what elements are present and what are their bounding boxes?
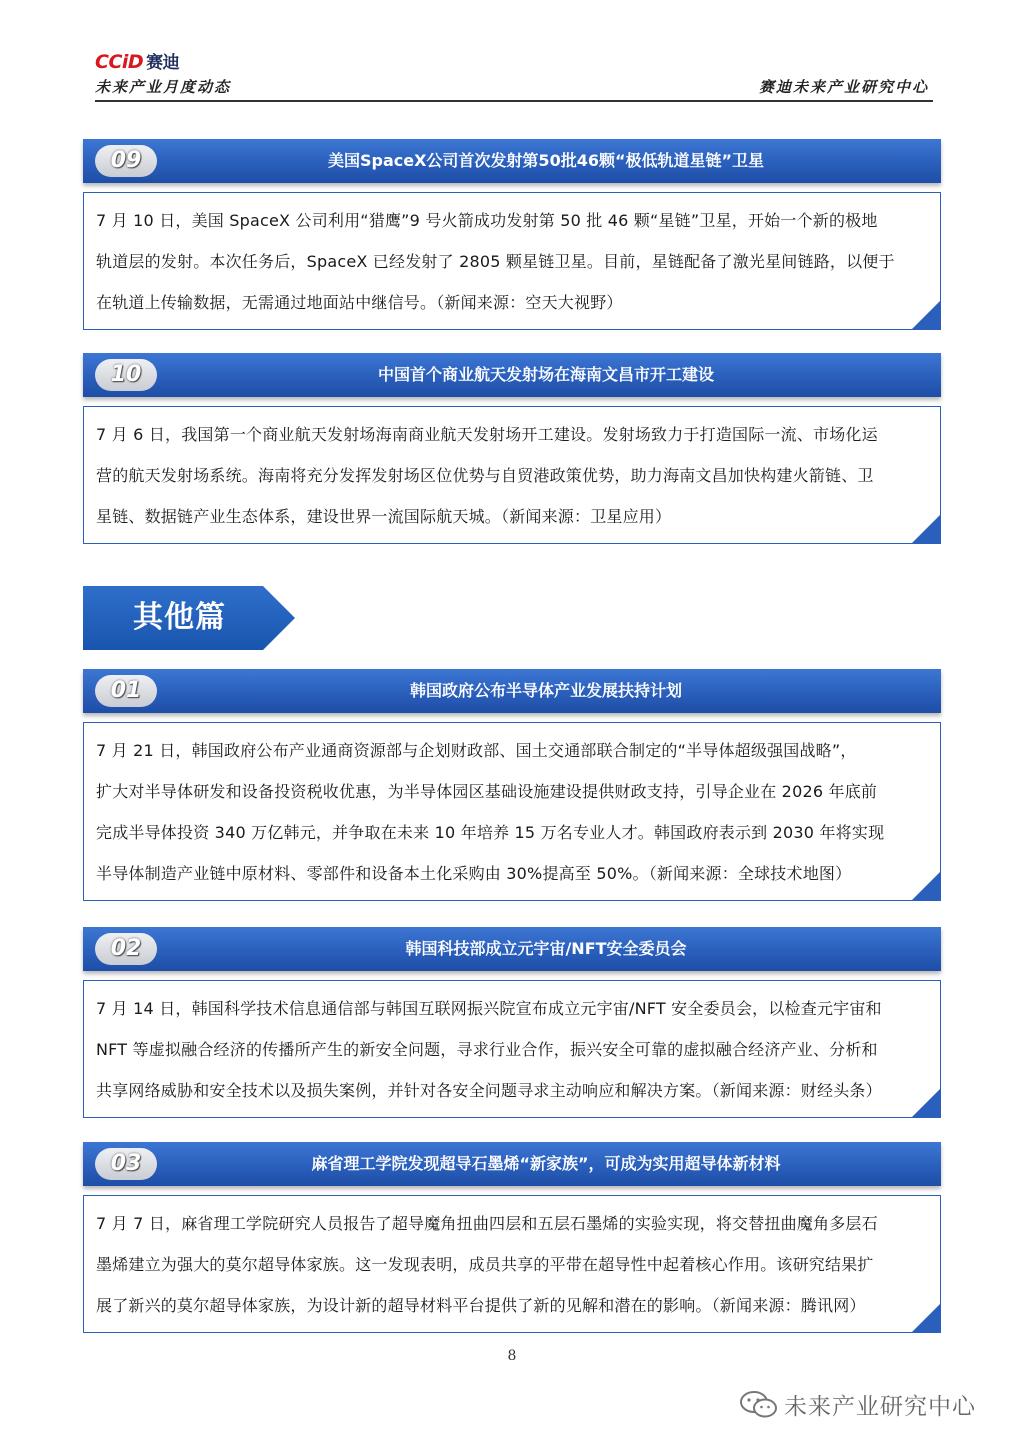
- body-line: 扩大对半导体研发和设备投资税收优惠，为半导体园区基础设施建设提供财政支持，引导企业在 2026 年底前: [96, 782, 878, 801]
- body-line: 墨烯建立为强大的莫尔超导体家族。这一发现表明，成员共享的平带在超导性中起着核心作用。该研究结果扩: [96, 1255, 874, 1274]
- news-item-other-03: [83, 1142, 941, 1333]
- item-number-badge: 02: [95, 933, 157, 965]
- item-title-bar: [83, 139, 941, 183]
- body-line: 共享网络威胁和安全技术以及损失案例，并针对各安全问题寻求主动响应和解决方案。（新闻来源：财经头条）: [96, 1081, 882, 1100]
- item-title: 韩国政府公布半导体产业发展扶持计划: [409, 681, 682, 700]
- item-title-bar: [83, 669, 941, 713]
- corner-triangle-icon: [911, 1088, 941, 1118]
- news-item-09: [83, 139, 941, 330]
- logo-cn: 赛迪: [146, 53, 180, 73]
- publication-title: 未来产业月度动态: [95, 78, 232, 96]
- item-body: [83, 192, 941, 330]
- item-body: [83, 1195, 941, 1333]
- news-item-other-01: [83, 669, 941, 901]
- body-line: 半导体制造产业链中原材料、零部件和设备本土化采购由 30%提高至 50%。（新闻来源：全球技术地图）: [96, 864, 852, 883]
- watermark-text: 未来产业研究中心: [784, 1394, 976, 1420]
- body-line: 7 月 10 日，美国 SpaceX 公司利用“猎鹰”9 号火箭成功发射第 50 批 46 颗“星链”卫星，开始一个新的极地: [96, 211, 878, 230]
- body-line: 7 月 6 日，我国第一个商业航天发射场海南商业航天发射场开工建设。发射场致力于打造国际一流、市场化运: [96, 425, 878, 444]
- item-title-bar: [83, 1142, 941, 1186]
- item-body: [83, 722, 941, 901]
- item-title: 中国首个商业航天发射场在海南文昌市开工建设: [377, 365, 714, 384]
- logo-latin: CCiD: [95, 51, 144, 73]
- item-title: 麻省理工学院发现超导石墨烯“新家族”，可成为实用超导体新材料: [311, 1154, 781, 1173]
- news-item-10: [83, 353, 941, 544]
- corner-triangle-icon: [911, 300, 941, 330]
- item-number-badge: 09: [95, 145, 157, 177]
- body-line: 展了新兴的莫尔超导体家族，为设计新的超导材料平台提供了新的见解和潜在的影响。（新闻来源：腾讯网）: [96, 1296, 866, 1315]
- item-title: 美国SpaceX公司首次发射第50批46颗“极低轨道星链”卫星: [327, 151, 764, 170]
- news-item-other-02: [83, 927, 941, 1118]
- corner-triangle-icon: [911, 871, 941, 901]
- body-line: 7 月 21 日，韩国政府公布产业通商资源部与企划财政部、国土交通部联合制定的“半导体超级强国战略”，: [96, 741, 857, 760]
- item-body: [83, 980, 941, 1118]
- item-title: 韩国科技部成立元宇宙/NFT安全委员会: [405, 939, 687, 958]
- publisher-name: 赛迪未来产业研究中心: [758, 78, 929, 96]
- wechat-icon: [738, 1390, 780, 1420]
- body-line: 星链、数据链产业生态体系，建设世界一流国际航天城。（新闻来源：卫星应用）: [96, 507, 672, 526]
- body-line: 在轨道上传输数据，无需通过地面站中继信号。（新闻来源：空天大视野）: [96, 293, 623, 312]
- item-title-bar: [83, 927, 941, 971]
- section-title: 其他篇: [133, 600, 226, 635]
- item-number-badge: 01: [95, 675, 157, 707]
- body-line: 营的航天发射场系统。海南将充分发挥发射场区位优势与自贸港政策优势，助力海南文昌加快构建火箭链、卫: [96, 466, 874, 485]
- body-line: 轨道层的发射。本次任务后，SpaceX 已经发射了 2805 颗星链卫星。目前，星链配备了激光星间链路，以便于: [96, 252, 895, 271]
- page-number: 8: [507, 1348, 517, 1364]
- item-title-bar: [83, 353, 941, 397]
- body-line: 完成半导体投资 340 万亿韩元，并争取在未来 10 年培养 15 万名专业人才。韩国政府表示到 2030 年将实现: [96, 823, 885, 842]
- section-banner: [83, 586, 295, 650]
- item-number-badge: 10: [95, 359, 157, 391]
- page-header: [95, 46, 933, 102]
- corner-triangle-icon: [911, 514, 941, 544]
- ccid-logo: [95, 48, 179, 73]
- body-line: 7 月 7 日，麻省理工学院研究人员报告了超导魔角扭曲四层和五层石墨烯的实验实现，将交替扭曲魔角多层石: [96, 1214, 878, 1233]
- item-body: [83, 406, 941, 544]
- header-divider: [95, 100, 933, 102]
- body-line: NFT 等虚拟融合经济的传播所产生的新安全问题，寻求行业合作，振兴安全可靠的虚拟融合经济产业、分析和: [96, 1040, 878, 1059]
- item-number-badge: 03: [95, 1148, 157, 1180]
- body-line: 7 月 14 日，韩国科学技术信息通信部与韩国互联网振兴院宣布成立元宇宙/NFT 安全委员会，以检查元宇宙和: [96, 999, 882, 1018]
- corner-triangle-icon: [911, 1303, 941, 1333]
